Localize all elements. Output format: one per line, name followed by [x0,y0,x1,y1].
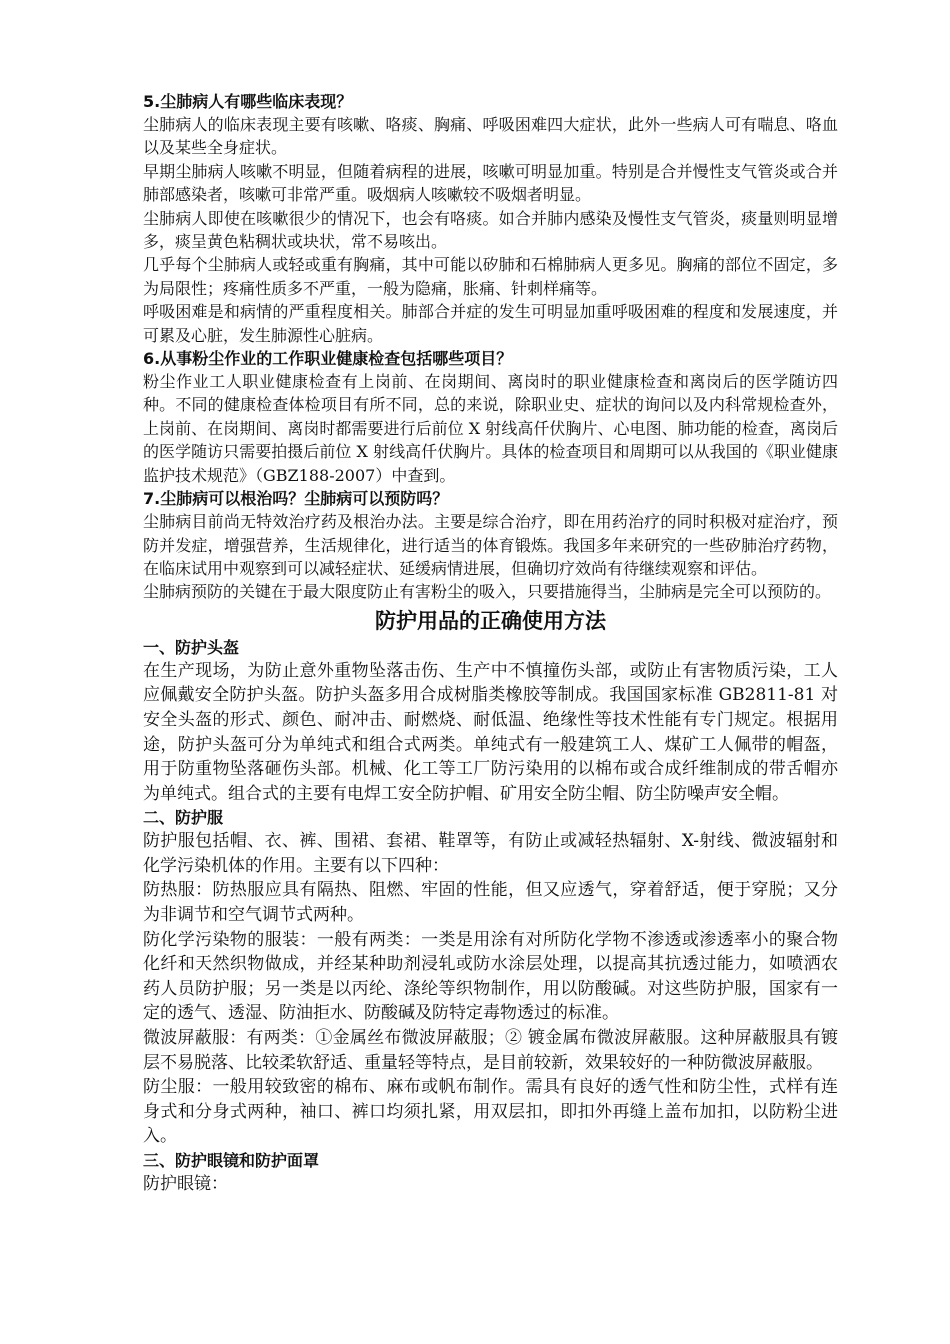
paragraph: 早期尘肺病人咳嗽不明显，但随着病程的进展，咳嗽可明显加重。特别是合并慢性支气管炎或合并肺部感染者，咳嗽可非常严重。吸烟病人咳嗽较不吸烟者明显。 [143,161,838,205]
question-heading: 5.尘肺病人有哪些临床表现？ [143,92,353,111]
paragraph: 防护服包括帽、衣、裤、围裙、套裙、鞋罩等，有防止或减轻热辐射、X-射线、微波辐射和化学污染机体的作用。主要有以下四种： [143,831,838,876]
paragraph: 防护眼镜： [143,1174,228,1194]
question-heading: 6.从事粉尘作业的工作职业健康检查包括哪些项目？ [143,349,513,369]
paragraph: 尘肺病人的临床表现主要有咳嗽、咯痰、胸痛、呼吸困难四大症状，此外一些病人可有喘息、咯血以及某些全身症状。 [143,115,838,158]
paragraph: 在生产现场，为防止意外重物坠落击伤、生产中不慎撞伤头部，或防止有害物质污染，工人应佩戴安全防护头盔。防护头盔多用合成树脂类橡胶等制成。我国国家标准 GB2811-81 对安全头盔的形式、颜色、耐冲击、耐燃烧、耐低温、绝缘性等技术性能有专门规定。根据用途，防护头盔可分为单纯式和组合式两类。单纯式有一般建筑工人、煤矿工人佩带的帽盔，用于防重物坠落砸伤头部。机械、化工等工厂防污染用的以棉布或合成纤维制成的带舌帽亦为单纯式。组合式的主要有电焊工安全防护帽、矿用安全防尘帽、防尘防噪声安全帽。 [143,660,838,804]
paragraph: 尘肺病人即使在咳嗽很少的情况下，也会有咯痰。如合并肺内感染及慢性支气管炎，痰量则明显增多，痰呈黄色粘稠状或块状，常不易咳出。 [143,208,838,252]
part-heading: 二、防护服 [143,808,224,828]
paragraph: 尘肺病预防的关键在于最大限度防止有害粉尘的吸入，只要措施得当，尘肺病是完全可以预防的。 [143,582,832,602]
document-page [143,90,838,1197]
part-heading: 一、防护头盔 [143,637,240,657]
paragraph: 粉尘作业工人职业健康检查有上岗前、在岗期间、离岗时的职业健康检查和离岗后的医学随访四种。不同的健康检查体检项目有所不同，总的来说，除职业史、症状的询问以及内科常规检查外，上岗前、在岗期间、离岗时都需要进行后前位 X 射线高仟伏胸片、心电图、肺功能的检查，离岗后的医学随访只需要拍摄后前位 X 射线高仟伏胸片。具体的检查项目和周期可以从我国的《职业健康监护技术规范》（GBZ188-2007）中查到。 [143,372,838,485]
paragraph: 呼吸困难是和病情的严重程度相关。肺部合并症的发生可明显加重呼吸困难的程度和发展速度，并可累及心脏，发生肺源性心脏病。 [143,302,838,345]
paragraph: 防热服：防热服应具有隔热、阻燃、牢固的性能，但又应透气，穿着舒适，便于穿脱；又分为非调节和空气调节式两种。 [143,880,838,926]
part-heading: 三、防护眼镜和防护面罩 [143,1151,320,1170]
paragraph: 微波屏蔽服：有两类：①金属丝布微波屏蔽服；② 镀金属布微波屏蔽服。这种屏蔽服具有镀层不易脱落、比较柔软舒适、重量轻等特点，是目前较新，效果较好的一种防微波屏蔽服。 [143,1028,838,1073]
section-title: 防护用品的正确使用方法 [375,608,606,633]
paragraph: 防化学污染物的服装：一般有两类：一类是用涂有对所防化学物不渗透或渗透率小的聚合物化纤和天然织物做成，并经某种助剂浸轧或防水涂层处理，以提高其抗透过能力，如喷洒农药人员防护服；另一类是以丙纶、涤纶等织物制作，用以防酸碱。对这些防护服，国家有一定的透气、透湿、防油拒水、防酸碱及防特定毒物透过的标准。 [143,929,838,1024]
paragraph: 防尘服：一般用较致密的棉布、麻布或帆布制作。需具有良好的透气性和防尘性，式样有连身式和分身式两种，袖口、裤口均须扎紧，用双层扣，即扣外再缝上盖布加扣，以防粉尘进入。 [143,1077,838,1147]
paragraph: 几乎每个尘肺病人或轻或重有胸痛，其中可能以矽肺和石棉肺病人更多见。胸痛的部位不固定，多为局限性；疼痛性质多不严重，一般为隐痛，胀痛、针刺样痛等。 [143,255,838,298]
paragraph: 尘肺病目前尚无特效治疗药及根治办法。主要是综合治疗，即在用药治疗的同时积极对症治疗，预防并发症，增强营养，生活规律化，进行适当的体育锻炼。我国多年来研究的一些矽肺治疗药物，在临床试用中观察到可以减轻症状、延缓病情进展，但确切疗效尚有待继续观察和评估。 [143,512,838,578]
question-heading: 7.尘肺病可以根治吗？尘肺病可以预防吗？ [143,489,449,509]
